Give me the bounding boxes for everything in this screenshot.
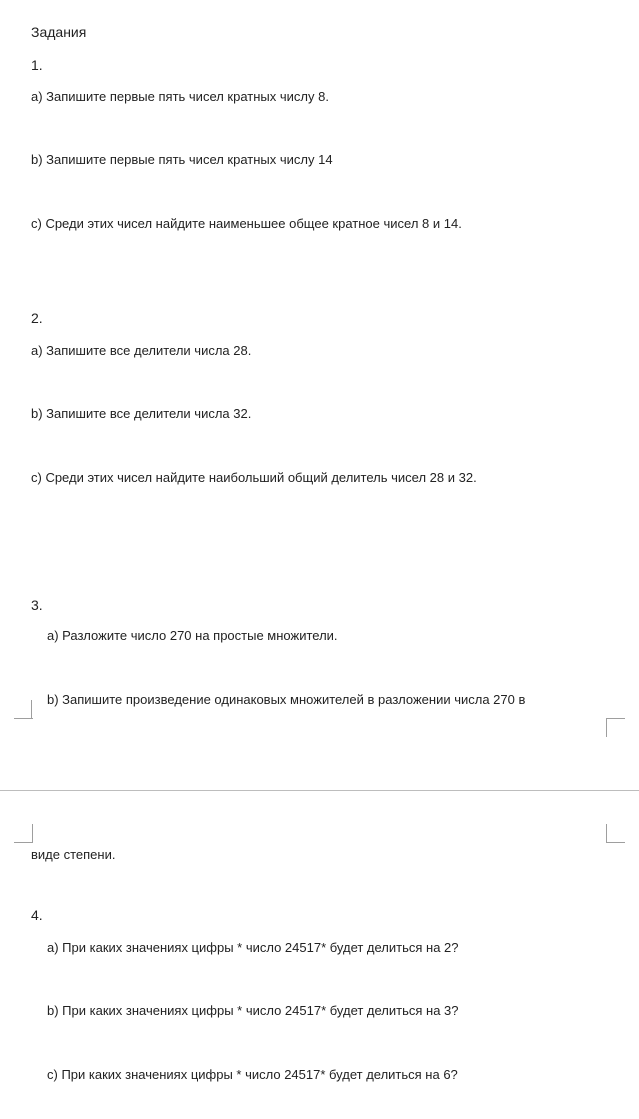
page-corner-top-left bbox=[14, 824, 33, 843]
page-break-divider bbox=[0, 790, 639, 791]
task-2-number: 2. bbox=[31, 310, 43, 326]
task-1-item-c: c) Среди этих чисел найдите наименьшее общее кратное чисел 8 и 14. bbox=[31, 216, 462, 231]
task-3-item-b-continued: виде степени. bbox=[31, 847, 116, 862]
task-1-item-b: b) Запишите первые пять чисел кратных числу 14 bbox=[31, 152, 333, 167]
task-2-item-b: b) Запишите все делители числа 32. bbox=[31, 406, 252, 421]
task-4-item-b: b) При каких значениях цифры * число 24517* будет делиться на 3? bbox=[47, 1003, 459, 1018]
task-4-number: 4. bbox=[31, 907, 43, 923]
task-4-item-a: a) При каких значениях цифры * число 24517* будет делиться на 2? bbox=[47, 940, 459, 955]
task-4-item-c: c) При каких значениях цифры * число 24517* будет делиться на 6? bbox=[47, 1067, 458, 1082]
task-1-item-a: a) Запишите первые пять чисел кратных числу 8. bbox=[31, 89, 329, 104]
task-3-number: 3. bbox=[31, 597, 43, 613]
page-corner-bottom-left bbox=[14, 718, 33, 719]
page-corner-bottom-left-vertical bbox=[31, 700, 32, 718]
page-corner-top-right bbox=[606, 824, 625, 843]
task-3-item-b: b) Запишите произведение одинаковых множителей в разложении числа 270 в bbox=[47, 692, 526, 707]
task-3-item-a: a) Разложите число 270 на простые множители. bbox=[47, 628, 338, 643]
document-title: Задания bbox=[31, 24, 87, 40]
page-corner-bottom-right bbox=[606, 718, 625, 737]
task-2-item-a: a) Запишите все делители числа 28. bbox=[31, 343, 252, 358]
task-1-number: 1. bbox=[31, 57, 43, 73]
task-2-item-c: c) Среди этих чисел найдите наибольший общий делитель чисел 28 и 32. bbox=[31, 470, 477, 485]
